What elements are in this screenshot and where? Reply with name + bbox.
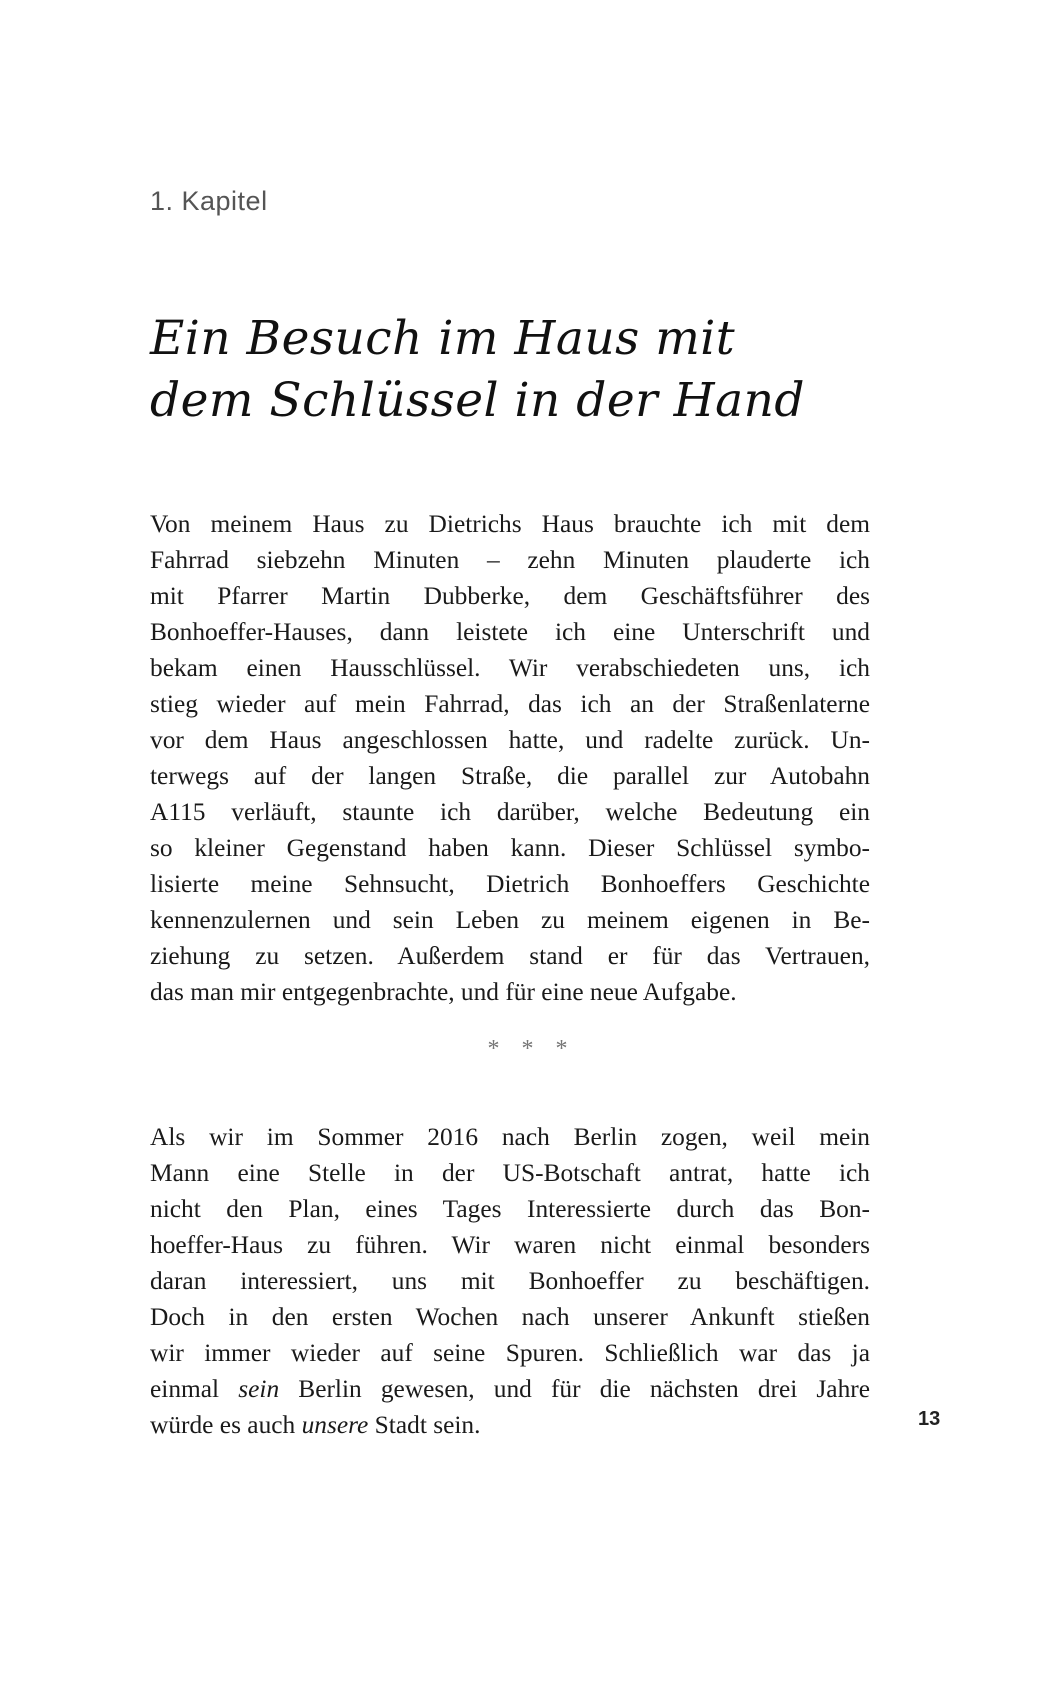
text-line: ziehung zu setzen. Außerdem stand er für das Vertrauen,: [150, 942, 870, 970]
text-line: nicht den Plan, eines Tages Interessierte durch das Bon-: [150, 1195, 870, 1223]
text-run: würde es auch: [150, 1411, 302, 1439]
text-line: hoeffer-Haus zu führen. Wir waren nicht einmal besonders: [150, 1231, 870, 1259]
text-line: [150, 1407, 870, 1443]
text-line: lisierte meine Sehnsucht, Dietrich Bonhoeffers Geschichte: [150, 870, 870, 898]
text-line: das man mir entgegenbrachte, und für eine neue Aufgabe.: [150, 978, 737, 1006]
text-line: A115 verläuft, staunte ich darüber, welche Bedeutung ein: [150, 798, 870, 826]
emphasis: sein: [238, 1375, 280, 1403]
text-line: wir immer wieder auf seine Spuren. Schließlich war das ja: [150, 1339, 870, 1367]
text-line: Von meinem Haus zu Dietrichs Haus brauchte ich mit dem: [150, 510, 870, 538]
emphasis: unsere: [301, 1411, 369, 1439]
text-run: Stadt sein.: [368, 1411, 481, 1439]
text-line: stieg wieder auf mein Fahrrad, das ich an der Straßenlaterne: [150, 690, 870, 718]
chapter-title: [150, 308, 910, 432]
text-line: Mann eine Stelle in der US-Botschaft antrat, hatte ich: [150, 1159, 870, 1187]
text-line: Als wir im Sommer 2016 nach Berlin zogen, weil mein: [150, 1123, 870, 1151]
text-run: Berlin gewesen, und für die nächsten drei Jahre: [279, 1375, 870, 1403]
chapter-title-line: Ein Besuch im Haus mit: [150, 311, 736, 366]
text-line: bekam einen Hausschlüssel. Wir verabschiedeten uns, ich: [150, 654, 870, 682]
text-line: Bonhoeffer-Hauses, dann leistete ich eine Unterschrift und: [150, 618, 870, 646]
text-line: kennenzulernen und sein Leben zu meinem eigenen in Be-: [150, 906, 870, 934]
text-line: Doch in den ersten Wochen nach unserer Ankunft stießen: [150, 1303, 870, 1331]
paragraph-2: [150, 1119, 870, 1443]
chapter-label: 1. Kapitel: [150, 186, 268, 216]
text-line: [150, 1371, 870, 1407]
text-line: Fahrrad siebzehn Minuten – zehn Minuten plauderte ich: [150, 546, 870, 574]
section-separator: * * *: [487, 1036, 576, 1062]
page-number: 13: [918, 1408, 941, 1430]
text-line: vor dem Haus angeschlossen hatte, und radelte zurück. Un-: [150, 726, 870, 754]
text-run: einmal: [150, 1375, 239, 1403]
text-line: terwegs auf der langen Straße, die parallel zur Autobahn: [150, 762, 870, 790]
text-line: daran interessiert, uns mit Bonhoeffer zu beschäftigen.: [150, 1267, 870, 1295]
text-line: so kleiner Gegenstand haben kann. Dieser Schlüssel symbo-: [150, 834, 870, 862]
text-line: mit Pfarrer Martin Dubberke, dem Geschäftsführer des: [150, 582, 870, 610]
chapter-title-line: dem Schlüssel in der Hand: [150, 373, 805, 428]
paragraph-1: [150, 506, 870, 1010]
